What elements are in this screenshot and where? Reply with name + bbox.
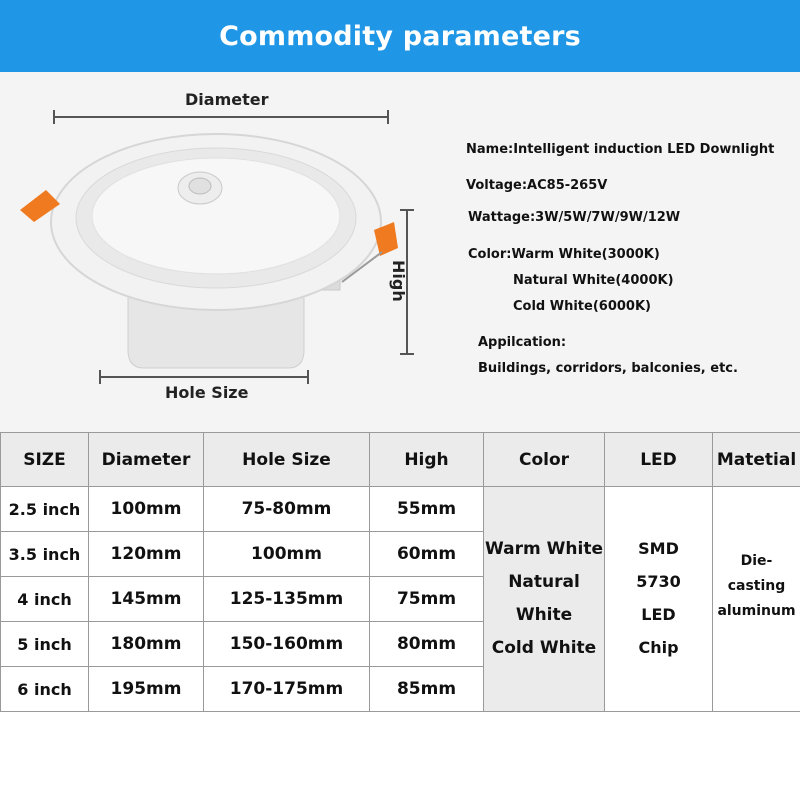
cell-size: 5 inch (1, 622, 89, 667)
material-line-2: aluminum (717, 603, 796, 620)
spec-application-label: Appilcation: (478, 335, 567, 350)
cell-diameter: 120mm (89, 532, 204, 577)
color-warm-white: Warm White (485, 538, 603, 559)
cell-high: 75mm (370, 577, 484, 622)
spec-name: Name:Intelligent induction LED Downlight (466, 142, 775, 157)
header-diameter: Diameter (89, 433, 204, 487)
led-line-2: 5730 (636, 572, 681, 592)
cell-size: 6 inch (1, 667, 89, 712)
led-line-1: SMD (638, 539, 679, 559)
hole-size-dimension-line (100, 376, 308, 378)
cell-diameter: 145mm (89, 577, 204, 622)
product-section (0, 72, 800, 432)
high-cap-bottom (400, 353, 414, 355)
cell-size: 2.5 inch (1, 487, 89, 532)
page-title: Commodity parameters (219, 20, 581, 52)
hole-size-cap-left (99, 370, 101, 384)
cell-led (605, 487, 713, 712)
downlight-image (20, 122, 410, 382)
cell-hole-size: 170-175mm (204, 667, 370, 712)
color-cold-white: Cold White (491, 638, 597, 659)
cell-size: 4 inch (1, 577, 89, 622)
spec-application-value: Buildings, corridors, balconies, etc. (478, 361, 738, 376)
header-banner (0, 0, 800, 72)
spec-voltage: Voltage:AC85-265V (466, 178, 608, 193)
led-line-4: Chip (638, 637, 679, 657)
cell-diameter: 195mm (89, 667, 204, 712)
high-label: High (389, 260, 408, 302)
cell-high: 85mm (370, 667, 484, 712)
header-led: LED (605, 433, 713, 487)
spec-color: Color:Warm White(3000K) (468, 247, 660, 262)
cell-high: 55mm (370, 487, 484, 532)
cell-hole-size: 150-160mm (204, 622, 370, 667)
header-color: Color (484, 433, 605, 487)
header-material: Matetial (713, 433, 800, 487)
led-line-3: LED (641, 605, 676, 624)
header-size: SIZE (1, 433, 89, 487)
table-row (1, 487, 800, 532)
cell-high: 80mm (370, 622, 484, 667)
hole-size-label: Hole Size (165, 383, 249, 402)
diffuser (92, 158, 340, 274)
diameter-label: Diameter (185, 90, 269, 109)
header-hole-size: Hole Size (204, 433, 370, 487)
cell-hole-size: 75-80mm (204, 487, 370, 532)
sensor-lens (189, 178, 211, 194)
hole-size-cap-right (307, 370, 309, 384)
diameter-dimension-line (54, 116, 388, 118)
cell-size: 3.5 inch (1, 532, 89, 577)
cell-hole-size: 100mm (204, 532, 370, 577)
cell-high: 60mm (370, 532, 484, 577)
spec-wattage: Wattage:3W/5W/7W/9W/12W (468, 210, 681, 225)
size-table (0, 432, 800, 712)
material-line-1: Die-casting (727, 553, 786, 595)
table-header-row (1, 433, 800, 487)
cell-diameter: 180mm (89, 622, 204, 667)
high-cap-top (400, 209, 414, 211)
spec-color-natural: Natural White(4000K) (513, 273, 674, 288)
cell-color (484, 487, 605, 712)
cell-hole-size: 125-135mm (204, 577, 370, 622)
cell-diameter: 100mm (89, 487, 204, 532)
spec-color-cold: Cold White(6000K) (513, 299, 651, 314)
header-high: High (370, 433, 484, 487)
cell-material (713, 487, 800, 712)
color-natural-white: Natural White (508, 571, 580, 625)
